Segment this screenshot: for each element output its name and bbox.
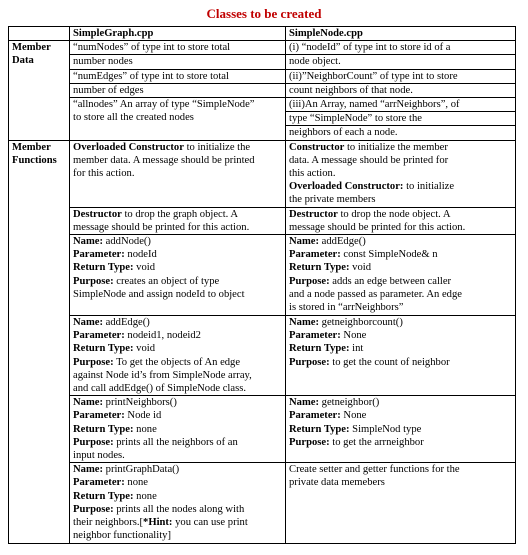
- node-addedge: Name: addEdge() Parameter: const SimpleNode& n Return Type: void Purpose: adds an edge between caller and a node passed as parameter. An edge is stored in “arrNeighbors”: [286, 235, 516, 316]
- function-row-1: [9, 235, 516, 316]
- node-constructor: Constructor to initialize the member data. A message should be printed for this action. Overloaded Constructor: to initialize the private members: [286, 140, 516, 207]
- graph-constructor: Overloaded Constructor to initialize the member data. A message should be printed for this action.: [70, 140, 286, 207]
- graph-printneighbors: Name: printNeighbors() Parameter: Node id Return Type: none Purpose: prints all the neighbors of an input nodes.: [70, 396, 286, 463]
- page-title: Classes to be created: [206, 6, 322, 21]
- function-row-3: [9, 396, 516, 463]
- header-simplenode: SimpleNode.cpp: [286, 27, 516, 41]
- graph-member-data: “numNodes” of type int to store total number nodes “numEdges” of type int to store total number of edges “allnodes” An array of type “SimpleNode” to store all the created nodes: [70, 41, 286, 140]
- function-row-4: [9, 463, 516, 543]
- header-simplegraph: SimpleGraph.cpp: [70, 27, 286, 41]
- classes-table-wrapper: [8, 26, 515, 544]
- member-functions-label: Member Functions: [9, 140, 70, 543]
- function-row-2: [9, 316, 516, 396]
- node-setters-getters: Create setter and getter functions for the private data memebers: [286, 463, 516, 543]
- header-empty-cell: [9, 27, 70, 41]
- classes-table: [8, 26, 516, 544]
- destructor-row: [9, 207, 516, 234]
- graph-printgraphdata: Name: printGraphData() Parameter: none Return Type: none Purpose: prints all the nodes along with their neighbors.[*Hint: you can use print neighbor functionality]: [70, 463, 286, 543]
- graph-addedge: Name: addEdge() Parameter: nodeid1, nodeid2 Return Type: void Purpose: To get the objects of An edge against Node id’s from SimpleNode array, and call addEdge() of SimpleNode class.: [70, 316, 286, 396]
- node-member-data: (i) “nodeId” of type int to store id of a node object. (ii)”NeighborCount” of type int to store count neighbors of that node. (iii)An Array, named “arrNeighbors”, of type “SimpleNode” to store the neighbors of each a node.: [286, 41, 516, 140]
- node-destructor: Destructor to drop the node object. A message should be printed for this action.: [286, 207, 516, 234]
- constructor-row: [9, 140, 516, 207]
- graph-addnode: Name: addNode() Parameter: nodeId Return Type: void Purpose: creates an object of type SimpleNode and assign nodeId to object: [70, 235, 286, 316]
- header-row: [9, 27, 516, 41]
- member-data-label: Member Data: [9, 41, 70, 140]
- member-data-row: [9, 41, 516, 140]
- node-getneighborcount: Name: getneighborcount() Parameter: None Return Type: int Purpose: to get the count of neighbor: [286, 316, 516, 396]
- graph-destructor: Destructor to drop the graph object. A message should be printed for this action.: [70, 207, 286, 234]
- node-getneighbor: Name: getneighbor() Parameter: None Return Type: SimpleNod type Purpose: to get the arrneighbor: [286, 396, 516, 463]
